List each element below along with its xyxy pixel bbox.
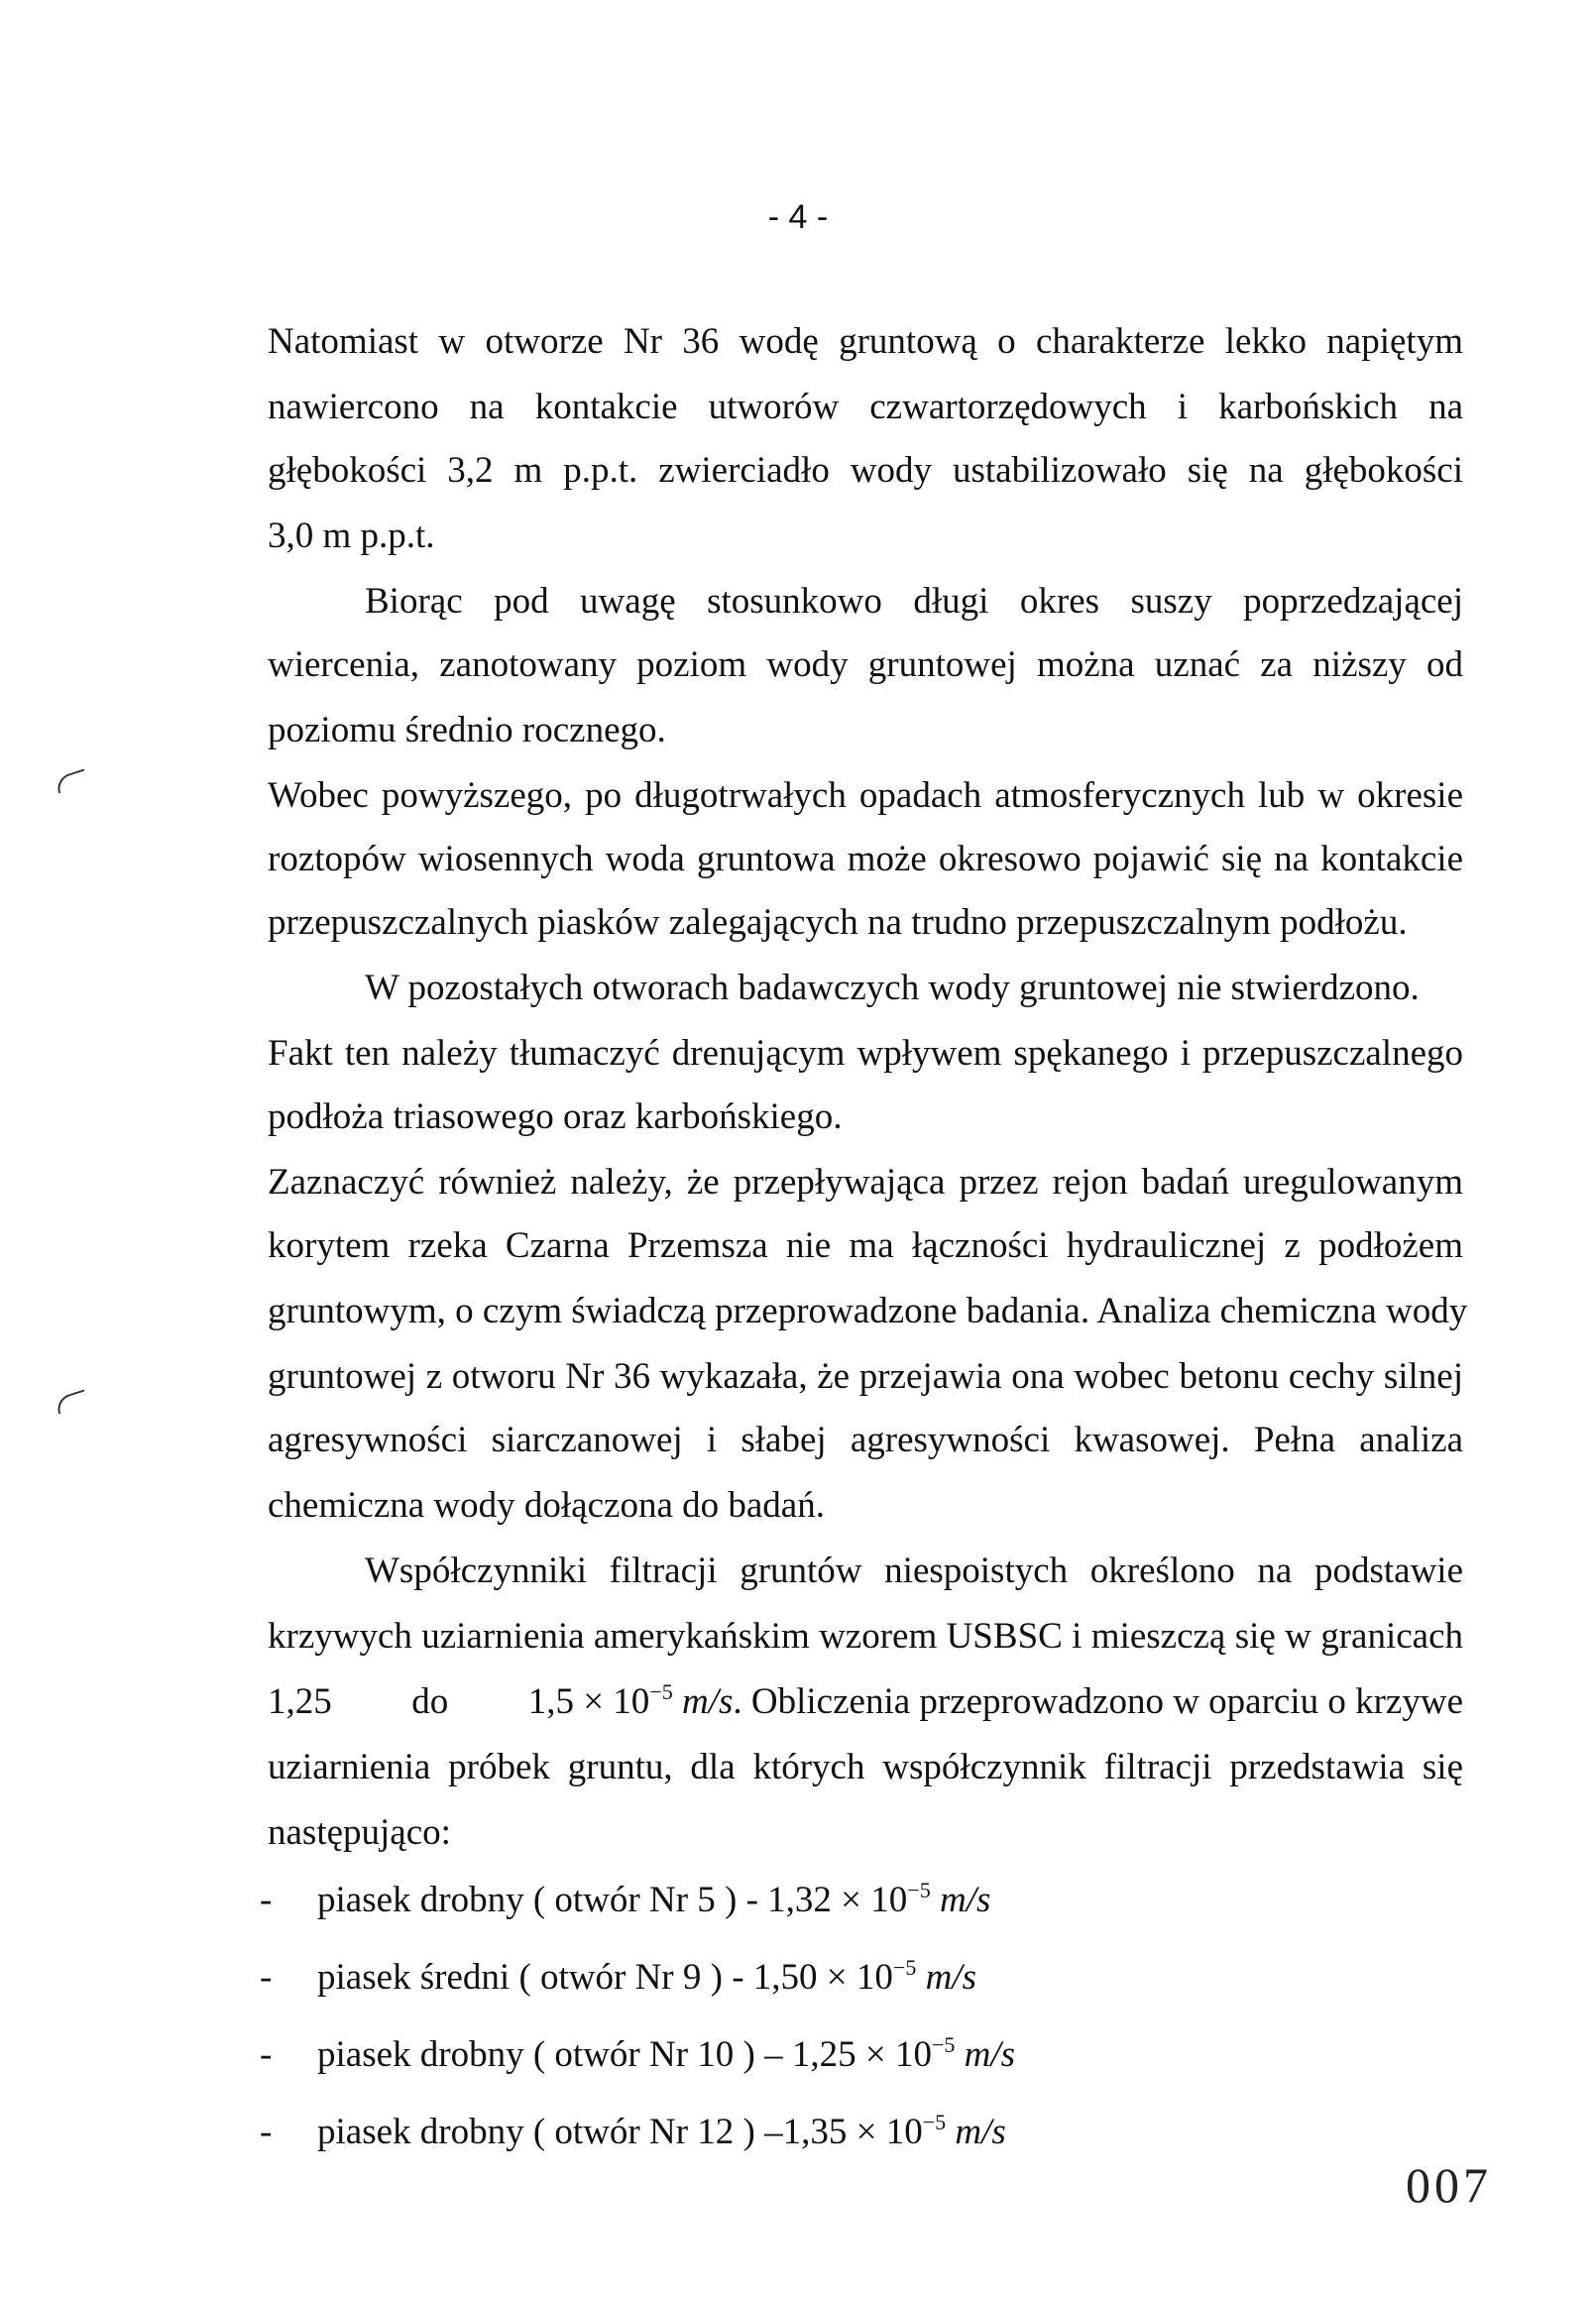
- paragraph-2-line-1: Biorąc pod uwagę stosunkowo długi okres suszy poprzedzającej: [365, 581, 1463, 622]
- range-do: do: [411, 1681, 449, 1722]
- paragraph-5-line-2: korytem rzeka Czarna Przemsza nie ma łączności hydraulicznej z podłożem: [268, 1225, 1463, 1266]
- scan-mark: [54, 768, 88, 793]
- paragraph-2-line-3: poziomu średnio rocznego.: [268, 710, 666, 750]
- paragraph-3-line-2: roztopów wiosennych woda gruntowa może okresowo pojawić się na kontakcie: [268, 839, 1463, 879]
- list-item: [260, 2032, 1015, 2078]
- scan-mark: [54, 1389, 88, 1414]
- list-item: [260, 1955, 976, 2001]
- list-item-unit: m/s: [955, 2112, 1006, 2152]
- paragraph-3-line-3: przepuszczalnych piasków zalegających na trudno przepuszczalnym podłożu.: [268, 902, 1408, 943]
- range-end-coef: 1,5 × 10: [527, 1681, 650, 1722]
- paragraph-1-line-1: Natomiast w otworze Nr 36 wodę gruntową o charakterze lekko napiętym: [268, 321, 1463, 362]
- list-item-label: piasek średni ( otwór Nr 9 ) -: [317, 1957, 753, 1998]
- list-item: [260, 2110, 1006, 2155]
- paragraph-6-line-2: krzywych uziarnienia amerykańskim wzorem USBSC i mieszczą się w granicach: [268, 1616, 1463, 1657]
- range-start: 1,25: [268, 1681, 332, 1722]
- paragraph-1-line-2: nawiercono na kontakcie utworów czwartorzędowych i karbońskich na: [268, 387, 1463, 427]
- list-dash: -: [260, 2112, 273, 2152]
- list-item-coef: 1,35 × 10: [782, 2112, 923, 2152]
- list-item-label: piasek drobny ( otwór Nr 5 ) -: [317, 1880, 768, 1920]
- paragraph-6-line-1: Współczynniki filtracji gruntów niespoistych określono na podstawie: [365, 1551, 1463, 1591]
- list-item-unit: m/s: [925, 1957, 976, 1998]
- paragraph-5-line-5: agresywności siarczanowej i słabej agresywności kwasowej. Pełna analiza: [268, 1420, 1463, 1460]
- list-item-exponent: −5: [922, 2110, 947, 2134]
- list-item-exponent: −5: [931, 2032, 956, 2057]
- list-item-unit: m/s: [939, 1880, 991, 1920]
- range-rest: . Obliczenia przeprowadzono w oparciu o krzywe: [733, 1681, 1463, 1722]
- list-item-coef: 1,32 × 10: [767, 1880, 908, 1920]
- paragraph-4-line-2: Fakt ten należy tłumaczyć drenującym wpływem spękanego i przepuszczalnego: [268, 1033, 1463, 1074]
- list-item-exponent: −5: [892, 1955, 917, 1980]
- list-item-coef: 1,50 × 10: [752, 1957, 893, 1998]
- paragraph-4-line-3: podłoża triasowego oraz karbońskiego.: [268, 1096, 843, 1137]
- paragraph-5-line-4: gruntowej z otworu Nr 36 wykazała, że przejawia ona wobec betonu cechy silnej: [268, 1356, 1463, 1397]
- list-dash: -: [260, 2034, 273, 2075]
- range-end-exponent: −5: [649, 1679, 673, 1704]
- paragraph-5-line-1: Zaznaczyć również należy, że przepływająca przez rejon badań uregulowanym: [268, 1162, 1463, 1203]
- page-number: - 4 -: [767, 198, 829, 236]
- list-dash: -: [260, 1957, 273, 1998]
- range-end-formula: [528, 1679, 1463, 1725]
- list-item-unit: m/s: [964, 2034, 1016, 2075]
- page-code: 007: [1406, 2157, 1492, 2213]
- list-item: [260, 1878, 990, 1923]
- paragraph-5-line-6: chemiczna wody dołączona do badań.: [268, 1485, 825, 1526]
- paragraph-6-line-5: następująco:: [268, 1812, 451, 1853]
- paragraph-6-line-4: uziarnienia próbek gruntu, dla których współczynnik filtracji przedstawia się: [268, 1747, 1463, 1787]
- paragraph-4-line-1: W pozostałych otworach badawczych wody gruntowej nie stwierdzono.: [365, 968, 1420, 1008]
- paragraph-5-line-3: gruntowym, o czym świadczą przeprowadzone badania. Analiza chemiczna wody: [268, 1291, 1468, 1331]
- paragraph-1-line-3: głębokości 3,2 m p.p.t. zwierciadło wody ustabilizowało się na głębokości: [268, 450, 1463, 491]
- paragraph-2-line-2: wiercenia, zanotowany poziom wody gruntowej można uznać za niższy od: [268, 644, 1463, 685]
- list-item-coef: 1,25 × 10: [791, 2034, 932, 2075]
- list-item-label: piasek drobny ( otwór Nr 12 ) –: [317, 2112, 783, 2152]
- paragraph-3-line-1: Wobec powyższego, po długotrwałych opadach atmosferycznych lub w okresie: [268, 775, 1463, 816]
- list-item-exponent: −5: [907, 1878, 931, 1902]
- paragraph-1-line-4: 3,0 m p.p.t.: [268, 516, 435, 556]
- list-item-label: piasek drobny ( otwór Nr 10 ) –: [317, 2034, 792, 2075]
- list-dash: -: [260, 1880, 273, 1920]
- range-end-unit: m/s: [681, 1681, 734, 1722]
- paragraph-6-line-3: [268, 1679, 1463, 1725]
